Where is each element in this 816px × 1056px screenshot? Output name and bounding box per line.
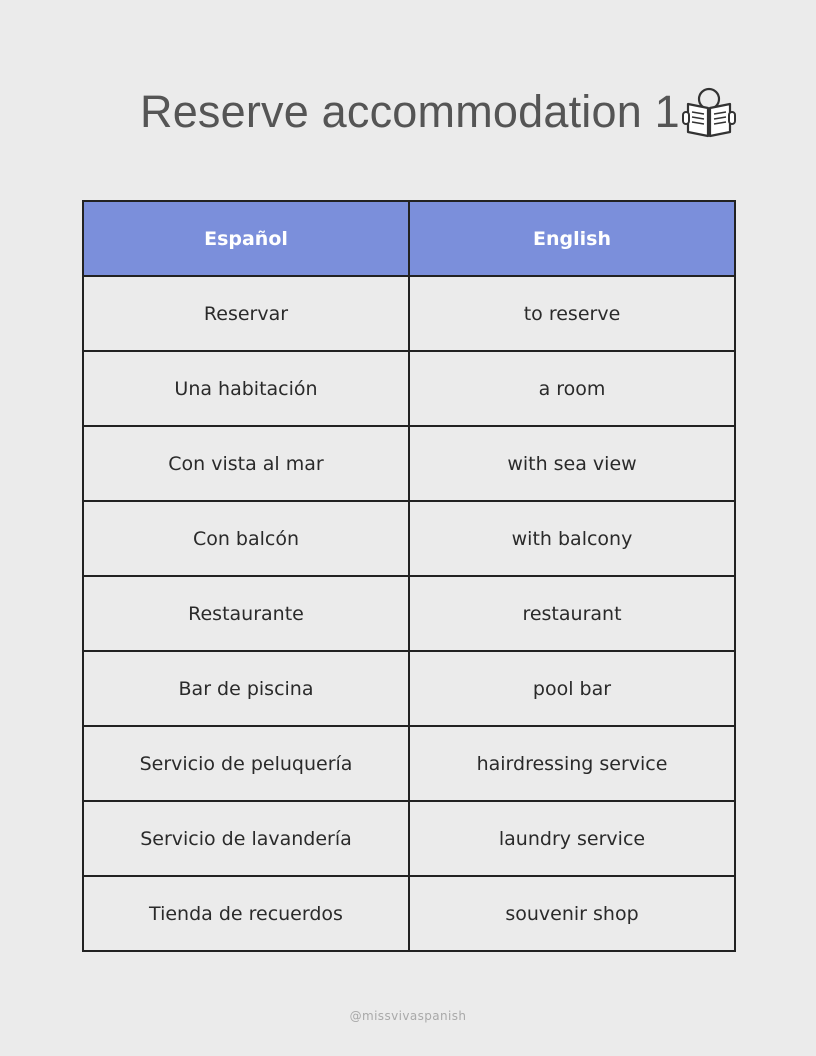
- vocabulary-table: [82, 200, 736, 952]
- english-cell: pool bar: [409, 651, 735, 726]
- table-row: [83, 651, 735, 726]
- table-row: [83, 876, 735, 951]
- spanish-cell: Servicio de peluquería: [83, 726, 409, 801]
- english-cell: laundry service: [409, 801, 735, 876]
- spanish-cell: Restaurante: [83, 576, 409, 651]
- table-row: [83, 426, 735, 501]
- table-row: [83, 801, 735, 876]
- table-row: [83, 501, 735, 576]
- open-book-reader-icon: [682, 86, 736, 138]
- spanish-cell: Reservar: [83, 276, 409, 351]
- spanish-cell: Tienda de recuerdos: [83, 876, 409, 951]
- english-cell: hairdressing service: [409, 726, 735, 801]
- footer-handle: @missvivaspanish: [349, 1009, 467, 1023]
- column-header-spanish: Español: [83, 201, 409, 276]
- english-cell: a room: [409, 351, 735, 426]
- spanish-cell: Con balcón: [83, 501, 409, 576]
- english-cell: with balcony: [409, 501, 735, 576]
- spanish-cell: Servicio de lavandería: [83, 801, 409, 876]
- english-cell: to reserve: [409, 276, 735, 351]
- spanish-cell: Una habitación: [83, 351, 409, 426]
- table-row: [83, 351, 735, 426]
- spanish-cell: Bar de piscina: [83, 651, 409, 726]
- english-cell: with sea view: [409, 426, 735, 501]
- page-title: Reserve accommodation 1: [140, 86, 680, 137]
- table-header-row: [83, 201, 735, 276]
- spanish-cell: Con vista al mar: [83, 426, 409, 501]
- table-row: [83, 576, 735, 651]
- column-header-english: English: [409, 201, 735, 276]
- english-cell: souvenir shop: [409, 876, 735, 951]
- table-row: [83, 726, 735, 801]
- table-row: [83, 276, 735, 351]
- english-cell: restaurant: [409, 576, 735, 651]
- title-area: [0, 84, 816, 144]
